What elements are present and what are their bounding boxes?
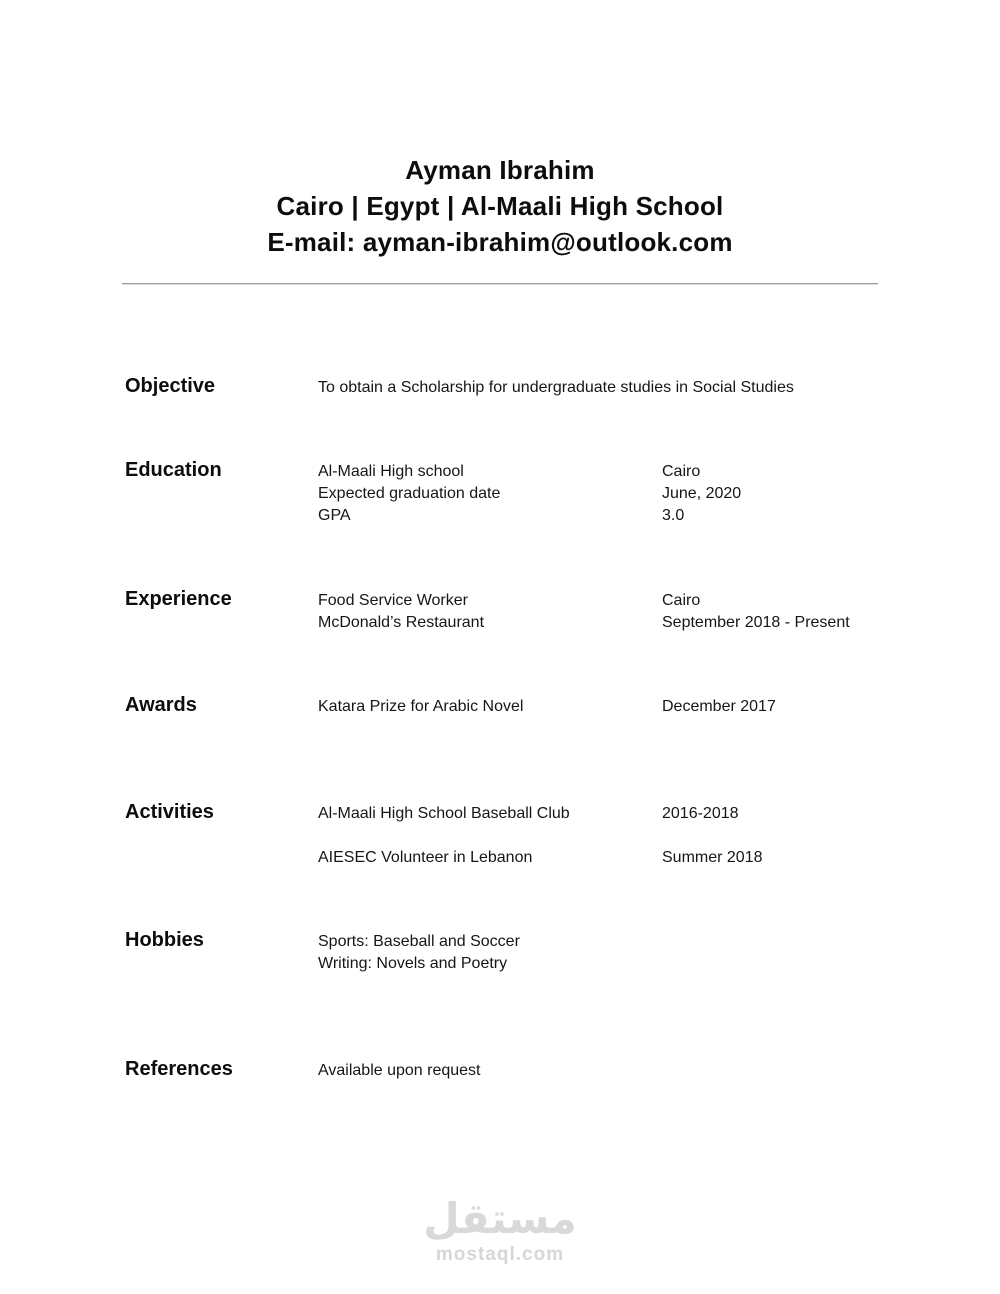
section-experience	[125, 590, 885, 634]
section-references	[125, 1060, 885, 1082]
activities-items	[318, 803, 662, 869]
activity-name: Al-Maali High School Baseball Club	[318, 805, 570, 822]
education-gpa-label: GPA	[318, 507, 351, 524]
education-city: Cairo	[662, 463, 701, 480]
objective-text: To obtain a Scholarship for undergraduate studies in Social Studies	[318, 379, 794, 396]
education-school: Al-Maali High school	[318, 463, 464, 480]
activity-dates: Summer 2018	[662, 849, 763, 866]
section-objective	[125, 377, 885, 399]
mostaql-logo-arabic: مستقل	[423, 1194, 577, 1243]
experience-heading: Experience	[125, 588, 232, 610]
education-details	[662, 461, 885, 527]
activity-name: AIESEC Volunteer in Lebanon	[318, 849, 533, 866]
resume-email: E-mail: ayman-ibrahim@outlook.com	[267, 227, 733, 257]
section-awards	[125, 696, 885, 718]
activity-dates: 2016-2018	[662, 805, 739, 822]
mostaql-url-text: mostaql.com	[435, 1244, 565, 1265]
experience-items	[318, 590, 662, 634]
awards-details	[662, 696, 885, 718]
education-graduation-label: Expected graduation date	[318, 485, 501, 502]
awards-heading: Awards	[125, 694, 197, 716]
hobbies-items	[318, 931, 662, 975]
section-hobbies	[125, 931, 885, 975]
experience-dates: September 2018 - Present	[662, 614, 850, 631]
activities-details	[662, 803, 885, 869]
education-heading: Education	[125, 459, 222, 481]
resume-location-school: Cairo | Egypt | Al-Maali High School	[276, 191, 724, 221]
section-education	[125, 461, 885, 527]
education-gpa-value: 3.0	[662, 507, 685, 524]
award-name: Katara Prize for Arabic Novel	[318, 698, 524, 715]
experience-employer: McDonald’s Restaurant	[318, 614, 485, 631]
education-graduation-date: June, 2020	[662, 485, 742, 502]
header-divider	[122, 283, 878, 285]
references-heading: References	[125, 1058, 233, 1080]
references-text: Available upon request	[318, 1062, 481, 1079]
resume-header	[0, 152, 1000, 260]
education-items	[318, 461, 662, 527]
hobby-sports: Sports: Baseball and Soccer	[318, 933, 520, 950]
mostaql-watermark	[0, 1194, 1000, 1266]
experience-city: Cairo	[662, 592, 701, 609]
objective-heading: Objective	[125, 375, 216, 397]
experience-job-title: Food Service Worker	[318, 592, 468, 609]
hobbies-heading: Hobbies	[125, 929, 204, 951]
awards-items	[318, 696, 662, 718]
activities-heading: Activities	[125, 801, 214, 823]
references-items	[318, 1060, 662, 1082]
section-activities	[125, 803, 885, 869]
hobby-writing: Writing: Novels and Poetry	[318, 955, 508, 972]
resume-name: Ayman Ibrahim	[405, 155, 595, 185]
experience-details	[662, 590, 885, 634]
award-date: December 2017	[662, 698, 776, 715]
